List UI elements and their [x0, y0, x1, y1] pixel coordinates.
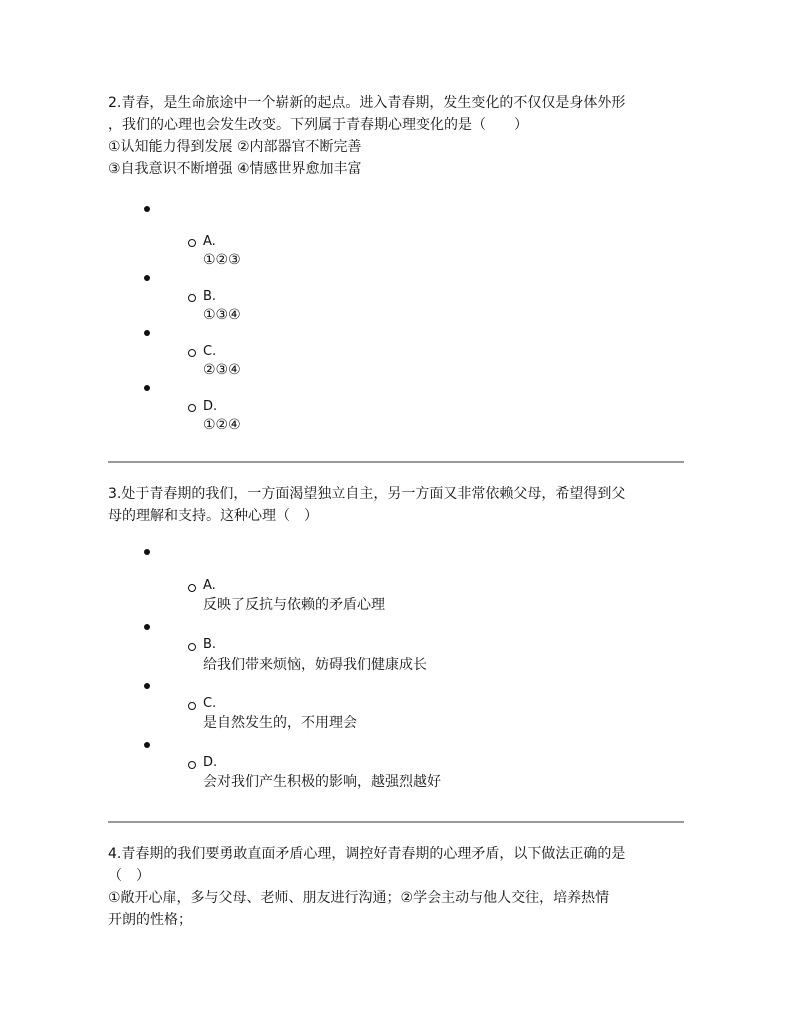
- q3-option-b-text[interactable]: 给我们带来烦恼，妨碍我们健康成长: [203, 657, 427, 673]
- list-bullet: [144, 624, 150, 630]
- question-4-text: [108, 843, 690, 931]
- option-a-circle-icon[interactable]: [188, 239, 196, 247]
- list-bullet: [144, 549, 150, 555]
- q2-option-a-letter[interactable]: A.: [203, 234, 216, 249]
- question-4-line-1: 4.青春期的我们要勇敢直面矛盾心理，调控好青春期的心理矛盾，以下做法正确的是: [108, 846, 626, 862]
- option-d-circle-icon[interactable]: [188, 404, 196, 412]
- q2-option-c-text[interactable]: ②③④: [203, 362, 241, 378]
- question-2-text: [108, 92, 690, 180]
- q3-option-a-text[interactable]: 反映了反抗与依赖的矛盾心理: [203, 597, 385, 613]
- list-bullet: [144, 330, 150, 336]
- q3-option-d-text[interactable]: 会对我们产生积极的影响，越强烈越好: [203, 774, 441, 790]
- q3-option-c-text[interactable]: 是自然发生的，不用理会: [203, 715, 357, 731]
- q2-option-b-letter[interactable]: B.: [203, 289, 217, 304]
- question-divider: [108, 461, 684, 463]
- q2-option-d-text[interactable]: ①②④: [203, 417, 241, 433]
- q2-option-d-letter[interactable]: D.: [203, 399, 218, 414]
- option-b-circle-icon[interactable]: [188, 294, 196, 302]
- q2-option-b-text[interactable]: ①③④: [203, 307, 241, 323]
- option-a-circle-icon[interactable]: [188, 584, 196, 592]
- question-4-line-2: （ ）: [108, 868, 150, 884]
- option-c-circle-icon[interactable]: [188, 349, 196, 357]
- question-3-line-1: 3.处于青春期的我们，一方面渴望独立自主，另一方面又非常依赖父母，希望得到父: [108, 486, 626, 502]
- question-divider: [108, 821, 684, 823]
- list-bullet: [144, 742, 150, 748]
- list-bullet: [144, 385, 150, 391]
- q3-option-d-letter[interactable]: D.: [203, 755, 218, 770]
- option-c-circle-icon[interactable]: [188, 702, 196, 710]
- question-2-line-2: ，我们的心理也会发生改变。下列属于青春期心理变化的是（ ）: [108, 117, 528, 133]
- list-bullet: [144, 683, 150, 689]
- q2-option-a-text[interactable]: ①②③: [203, 252, 241, 268]
- q3-option-c-letter[interactable]: C.: [203, 696, 217, 711]
- list-bullet: [144, 275, 150, 281]
- question-2-line-4: ③自我意识不断增强 ④情感世界愈加丰富: [108, 161, 362, 177]
- q2-option-c-letter[interactable]: C.: [203, 344, 217, 359]
- question-4-line-4: 开朗的性格；: [108, 912, 192, 928]
- option-d-circle-icon[interactable]: [188, 761, 196, 769]
- list-bullet: [144, 206, 150, 212]
- question-3-text: [108, 483, 690, 527]
- q3-option-b-letter[interactable]: B.: [203, 637, 217, 652]
- question-3-line-2: 母的理解和支持。这种心理（ ）: [108, 508, 318, 524]
- option-b-circle-icon[interactable]: [188, 643, 196, 651]
- question-2-line-3: ①认知能力得到发展 ②内部器官不断完善: [108, 139, 362, 155]
- question-2-line-1: 2.青春，是生命旅途中一个崭新的起点。进入青春期，发生变化的不仅仅是身体外形: [108, 95, 626, 111]
- q3-option-a-letter[interactable]: A.: [203, 578, 216, 593]
- question-4-line-3: ①敞开心扉，多与父母、老师、朋友进行沟通；②学会主动与他人交往，培养热情: [108, 890, 610, 906]
